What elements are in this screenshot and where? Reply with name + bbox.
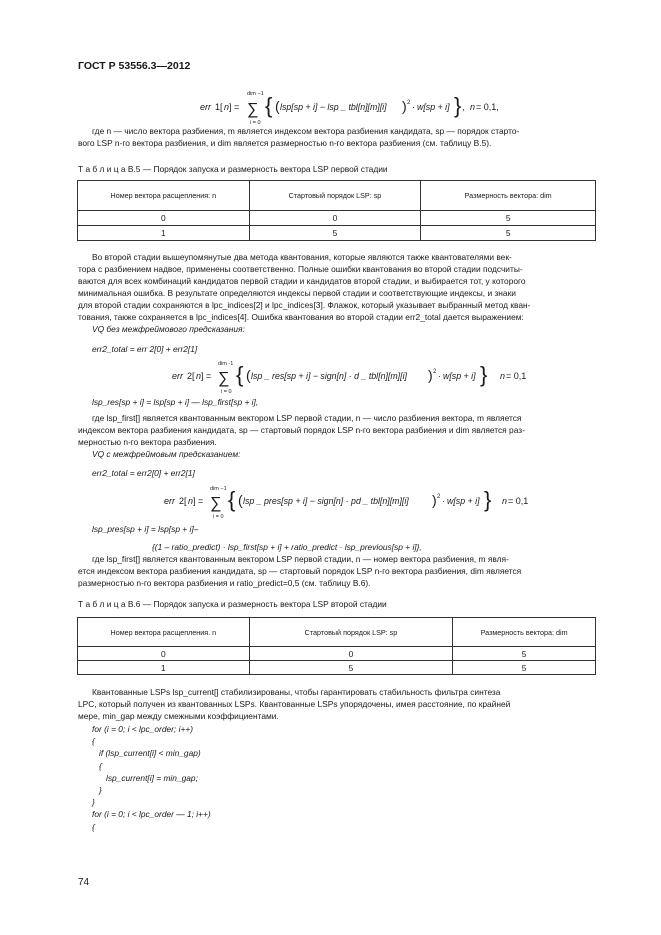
err2-total-expr-1: err2_total = err 2[0] + err2[1] [92,344,198,354]
para2-line2: тора с разбиением надвое, применены соответственно. Полные ошибки квантования во второй стадии подсчиты- [78,264,523,274]
table-cell: 1 [78,661,250,675]
svg-text:): ) [428,367,433,383]
table-b6-header-n: Номер вектора расщепления. n [78,618,250,647]
para5-line3: мере, min_gap между смежными коэффициентами. [78,711,279,721]
para2-line4: минимальная ошибка. В результате определяются индексы первой стадии и соответствующие индексы, и знаки [78,288,516,298]
table-b5-header-dim: Размерность вектора: dim [421,181,596,211]
svg-text:err: err [200,102,211,112]
svg-text:n: n [188,496,194,506]
vq-pred-label: VQ с межфреймовым предсказанием: [92,449,241,459]
table-b5-header-n: Номер вектора расщепления: n [78,181,250,211]
document-header: ГОСТ Р 53556.3—2012 [78,60,191,72]
svg-text:dim −1: dim −1 [210,486,227,492]
table-b6-header-sp: Стартовый порядок LSP: sp [249,618,453,647]
svg-text:(: ( [275,98,280,114]
svg-text:∑: ∑ [247,101,259,118]
para1-line1: где n — число вектора разбиения, m является индексом вектора разбиения кандидата, sp — порядок старто- [92,126,520,136]
svg-text:∑: ∑ [218,370,230,387]
svg-text:(: ( [246,367,251,383]
svg-text:1[: 1[ [215,102,223,112]
table-cell: 1 [78,226,250,241]
table-cell: 5 [249,226,421,241]
para3-line1: где lsp_first[] является квантованным вектором LSP первой стадии, n — число разбиения вектора, m является [92,413,522,423]
svg-text:·: · [438,371,441,381]
svg-text:i = 0: i = 0 [221,389,232,395]
table-cell: 0 [78,211,250,226]
svg-text:n: n [502,496,508,506]
code-line: lsp_current[i] = min_gap; [92,772,198,783]
table-cell: 5 [249,661,453,675]
svg-text:}: } [484,487,492,512]
code-line: for (i = 0; i < lpc_order — 1; i++) [92,809,211,820]
svg-text:n: n [196,371,202,381]
svg-text:w[sp + i]: w[sp + i] [447,496,480,506]
svg-text:·: · [412,102,415,112]
table-cell: 5 [421,211,596,226]
page-number: 74 [78,877,90,888]
para3-line2: индексом вектора разбиения кандидата, sp — стартовый порядок LSP n-го вектора разбиения и dim является раз- [78,425,525,435]
table-row [78,661,596,675]
svg-text:}: } [480,362,488,387]
svg-text:2: 2 [433,369,437,375]
svg-text:∑: ∑ [210,495,222,512]
table-cell: 0 [78,647,250,661]
para5-line2: LPC, который получен из квантованных LSPs. Квантованные LSPs упорядочены, имея расстояние, по крайней [78,699,511,709]
table-row [78,226,596,241]
table-cell: 5 [421,226,596,241]
svg-text:w[sp + i]: w[sp + i] [417,102,450,112]
svg-text:n: n [500,371,506,381]
code-line: for (i = 0; i < lpc_order; i++) [92,724,194,734]
svg-text:w[sp + i]: w[sp + i] [443,371,476,381]
code-line: { [92,760,102,771]
svg-text:2: 2 [437,494,441,500]
table-row [78,211,596,226]
svg-text:2: 2 [407,100,411,106]
formula-err1 [200,86,520,128]
lsp-res-expr: lsp_res[sp + i] = lsp[sp + i] — lsp_first[sp + i], [92,397,259,407]
table-cell: 0 [249,211,421,226]
table-cell: 5 [453,661,596,675]
table-b5-header-sp: Стартовый порядок LSP: sp [249,181,421,211]
table-b5-header-row [78,181,596,211]
svg-text:dim −1: dim −1 [247,91,264,97]
table-b6-header-row [78,618,596,647]
formula-err2-pred [164,482,564,524]
code-line: } [92,785,102,796]
para2-line3: ваются для всех комбинаций кандидатов первой стадии и кандидатов второй стадии, и выбирается тот, у которого [78,276,526,286]
svg-text:= 0,1,: = 0,1, [476,102,499,112]
svg-text:] =: ] = [201,371,212,381]
code-block [92,723,211,833]
para2-line1: Во второй стадии вышеупомянутые два метода квантования, которые являются также квантователями век- [92,252,512,262]
para4-line3: размерностью n-го вектора разбиения и ratio_predict=0,5 (см. таблицу В.6). [78,578,371,588]
svg-text:] =: ] = [229,102,240,112]
svg-text:err: err [164,496,175,506]
svg-text:i = 0: i = 0 [213,514,224,520]
table-cell: 5 [453,647,596,661]
table-b6-header-dim: Размерность вектора: dim [453,618,596,647]
table-cell: 0 [249,647,453,661]
para3-line3: мерностью n-го вектора разбиения. [78,437,217,447]
svg-text:(: ( [238,492,243,508]
svg-text:] =: ] = [193,496,204,506]
svg-text:= 0,1: = 0,1 [506,371,527,381]
svg-text:{: { [228,487,236,512]
svg-text:}: } [454,93,462,118]
code-line: { [92,821,95,832]
svg-text:i = 0: i = 0 [250,120,261,126]
svg-text:dim -1: dim -1 [218,361,234,367]
code-line: } [92,797,95,808]
para4-line2: ется индексом вектора разбиения кандидата, sp — стартовый порядок LSP n-го вектора разбиения, dim является [78,566,522,576]
code-line: if (lsp_current[i] < min_gap) [92,748,201,759]
formula-err2-no-pred [172,357,552,399]
svg-text:n: n [470,102,476,112]
svg-text:{: { [236,362,244,387]
svg-text:n: n [224,102,230,112]
para4-line1: где lsp_first[] является квантованным вектором LSP первой стадии, n — номер вектора разбиения, m явля- [92,554,509,564]
table-b6-caption: Т а б л и ц а В.6 — Порядок запуска и размерность вектора LSP второй стадии [78,599,387,609]
svg-text:): ) [402,98,407,114]
table-b5 [77,180,596,241]
table-row [78,647,596,661]
svg-text:·: · [442,496,445,506]
svg-text:= 0,1: = 0,1 [508,496,529,506]
svg-text:,: , [462,102,465,112]
para2-line5: для второй стадии сохраняются в lpc_indices[2] и lpc_indices[3]. Флажок, который указывает выбранный метод кван- [78,300,531,310]
svg-text:): ) [432,492,437,508]
table-b5-caption: Т а б л и ц а В.5 — Порядок запуска и размерность вектора LSP первой стадии [78,164,388,174]
svg-text:2[: 2[ [179,496,187,506]
vq-no-pred-label: VQ без межфреймового предсказания: [92,324,245,334]
lsp-pres-expr-1: lsp_pres[sp + i] = lsp[sp + i]– [92,524,199,534]
svg-text:{: { [265,93,273,118]
svg-text:lsp[sp + i] − lsp _ tbl[n][m][: lsp[sp + i] − lsp _ tbl[n][m][i] [280,102,387,112]
svg-text:2[: 2[ [187,371,195,381]
lsp-pres-expr-2: {(1 – ratio_predict) · lsp_first[sp + i] + ratio_predict · lsp_previous[sp + i]}, [152,542,422,552]
svg-text:err: err [172,371,183,381]
svg-text:lsp _ pres[sp + i] − sign[n] ·: lsp _ pres[sp + i] − sign[n] · pd _ tbl[n][m][i] [243,496,409,506]
table-b6 [77,617,596,675]
svg-text:lsp _ res[sp + i] − sign[n] ·: lsp _ res[sp + i] − sign[n] · d _ tbl[n][m][i] [251,371,407,381]
para1-line2: вого LSP n-го вектора разбиения, и dim является размерностью n-го вектора разбиения (см. таблицу В.5). [78,138,492,148]
code-line: { [92,736,95,747]
err2-total-expr-2: err2_total = err2[0] + err2[1] [92,468,195,478]
para2-line6: тования, также сохраняется в lpc_indices[4]. Ошибка квантования во второй стадии err2_total дается выражением: [78,312,524,322]
para5-line1: Квантованные LSPs lsp_current[] стабилизированы, чтобы гарантировать стабильность фильтра синтеза [92,687,501,697]
